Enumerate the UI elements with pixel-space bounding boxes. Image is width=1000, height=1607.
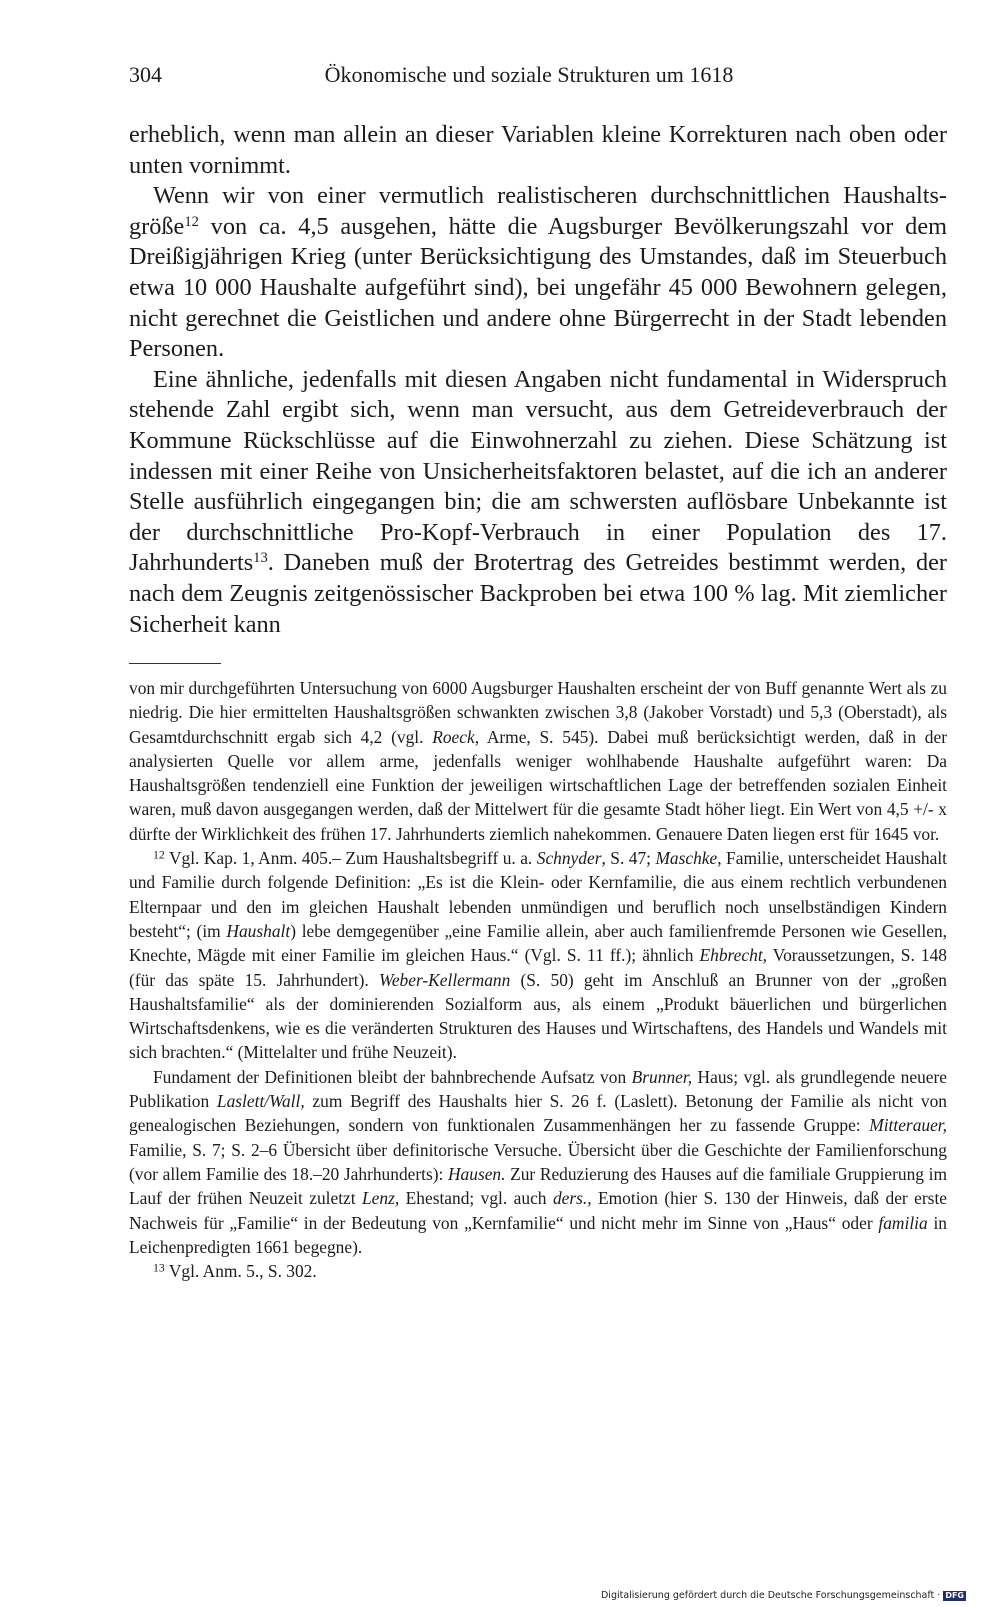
footnote-text: , S. 47; — [601, 848, 656, 869]
footnotes — [129, 676, 947, 1283]
footnote-text: Zur Reduzierung des Hauses auf die familiale Gruppierung im Lauf der frühen Neuzeit zuletzt — [129, 1163, 947, 1209]
footnote-text: Ehestand; vgl. auch — [399, 1188, 553, 1209]
author-name: Laslett/Wall, — [216, 1091, 305, 1112]
digitization-credit — [601, 1590, 966, 1601]
footnote-text: in Leichenpredigten 1661 begegne). — [129, 1212, 948, 1257]
page-number: 304 — [129, 62, 162, 87]
author-name: Maschke — [655, 848, 718, 869]
footnote-text: zum Begriff des Haushalts hier S. 26 f. (Laslett). Betonung der Familie als nicht von genealogischen Beziehungen, sondern von funktionalen Zusammenhängen her zu fassende Gruppe: — [129, 1091, 948, 1136]
footnote-text: Haus; vgl. als grundlegende neuere Publikation — [129, 1066, 948, 1112]
author-name: Weber-Kellermann — [378, 969, 511, 990]
paragraph — [129, 181, 947, 365]
footnote-text: Familie, S. 7; S. 2–6 Übersicht über definitorische Versuche. Übersicht über die Geschichte der Familienforschung (vor allem Familie des 18.–20 Jahrhunderts): — [129, 1139, 947, 1184]
footnote-ref: 13 — [253, 550, 268, 567]
footnote-text: von mir durchgeführten Untersuchung von 6000 Augsburger Haushalten erscheint der von Buff genannte Wert als zu niedrig. Die hier ermittelten Haushaltsgrößen schwankten zwischen 3,8 (Jakober Vorstadt) und 5,3 (Oberstadt), als Gesamtdurchschnitt ergab sich 4,2 (vgl. — [129, 678, 947, 747]
footnote-text: Voraussetzungen, S. 148 (für das späte 15. Jahrhundert). — [129, 945, 947, 990]
author-name: Brunner, — [631, 1066, 693, 1087]
footnote-text: ) lebe demgegenüber „eine Familie allein, aber auch familienfremde Personen wie Gesellen, Knechte, Mägde mit einer Familie im gleichen Haus.“ (Vgl. S. 11 ff.); ähnlich — [129, 920, 948, 966]
main-text — [129, 120, 947, 640]
footnote-ref: 12 — [184, 213, 199, 230]
footnote-text: Vgl. Kap. 1, Anm. 405.– Zum Haushaltsbegriff u. a. — [164, 848, 537, 869]
author-name: Schnyder — [536, 848, 602, 869]
dfg-logo-icon: DFG — [945, 1590, 964, 1600]
author-name: Ehbrecht, — [699, 945, 767, 966]
paragraph-text: erheblich, wenn man allein an dieser Variablen kleine Korrekturen nach oben oder unten vornimmt. — [129, 121, 947, 179]
paragraph — [129, 365, 947, 640]
footnote-paragraph — [129, 1065, 947, 1259]
footnote-text: Fundament der Definitionen bleibt der bahnbrechende Aufsatz von — [153, 1066, 632, 1087]
author-name: ders., — [552, 1188, 592, 1209]
paragraph-text: von ca. 4,5 ausgehen, hätte die Augsburger Bevölkerungszahl vor dem Dreißigjährigen Krieg (unter Berücksichtigung des Umstandes, daß im Steuerbuch etwa 10 000 Haushalte aufgeführt sind), bei ungefähr 45 000 Bewohnern gelegen, nicht gerechnet die Geistlichen und andere ohne Bürgerrecht in der Stadt lebenden Personen. — [129, 212, 947, 363]
author-name: Roeck — [432, 726, 475, 747]
footnote-number: 13 — [153, 1260, 165, 1275]
paragraph-text: . Daneben muß der Brotertrag des Getreides bestimmt werden, der nach dem Zeugnis zeitgenössischer Backproben bei etwa 100 % lag. Mit ziemlicher Sicherheit kann — [129, 549, 947, 638]
footnote-text: Emotion (hier S. 130 der Hinweis, daß der erste Nachweis für „Familie“ in der Bedeutung von „Kernfamilie“ und nicht mehr im Sinne von „Haus“ oder — [129, 1188, 947, 1233]
footnote-number: 12 — [153, 847, 165, 862]
author-name: Mitterauer, — [869, 1115, 947, 1136]
paragraph — [129, 120, 947, 181]
author-name: Hausen. — [448, 1163, 506, 1184]
footnote-text: (S. 50) geht im Anschluß an Brunner von der „großen Haushaltsfamilie“ als der dominierenden Sozialform aus, als einem „Produkt bäuerlichen und bürgerlichen Wirtschaftsdenkens, wie es die veränderten Strukturen des Hauses und Wirtschaftens, des Handels und Wandels mit sich brachten.“ (Mittelalter und frühe Neuzeit). — [129, 969, 947, 1063]
footnote-13 — [129, 1259, 947, 1283]
credit-text: Digitalisierung gefördert durch die Deutsche Forschungsgemeinschaft · — [600, 1590, 941, 1601]
footnote-text: , Familie, unterscheidet Haushalt und Familie durch folgende Definition: „Es ist die Klein- oder Kernfamilie, die aus einem rechtlich verbundenen Elternpaar und den im gleichen Haushalt lebenden unmündigen und beruflich noch unselbständigen Kindern besteht“; (im — [129, 848, 947, 941]
page-header — [129, 62, 929, 92]
footnote-continuation — [129, 676, 947, 846]
footnote-text: Vgl. Anm. 5., S. 302. — [164, 1261, 317, 1282]
footnote-12 — [129, 846, 947, 1065]
author-name: Lenz, — [362, 1188, 400, 1209]
footnote-text: , Arme, S. 545). Dabei muß berücksichtigt werden, daß in der analysierten Quelle vor allem arme, jedenfalls weniger wohlhabende Haushalte aufgeführt waren: Da Haushaltsgrößen tendenziell eine Funktion der jeweiligen wirtschaftlichen Lage der betreffenden sozialen Einheit waren, muß davon ausgegangen werden, daß der Mittelwert für die gesamte Stadt höher liegt. Ein Wert von 4,5 +/- x dürfte der Wirklichkeit des frühen 17. Jahrhunderts ziemlich nahekommen. Genauere Daten liegen erst für 1645 vor. — [129, 726, 947, 844]
emphasis: familia — [878, 1212, 928, 1233]
paragraph-text: Eine ähnliche, jedenfalls mit diesen Angaben nicht fundamental in Widerspruch stehende Zahl ergibt sich, wenn man versucht, aus dem Getreideverbrauch der Kommune Rückschlüsse auf die Einwohnerzahl zu ziehen. Diese Schätzung ist indessen mit einer Reihe von Unsicherheitsfaktoren belastet, auf die ich an anderer Stelle ausführlich eingegangen bin; die am schwersten auflösbare Unbekannte ist der durchschnittliche Pro-Kopf-Verbrauch in einer Population des 17. Jahrhunderts — [129, 365, 947, 577]
footnote-separator — [129, 663, 221, 664]
running-head: Ökonomische und soziale Strukturen um 1618 — [324, 62, 734, 87]
paragraph-text: Wenn wir von einer vermutlich realistischeren durchschnittlichen Haushaltsgröße — [129, 182, 947, 240]
emphasis: Haushalt — [226, 920, 291, 941]
